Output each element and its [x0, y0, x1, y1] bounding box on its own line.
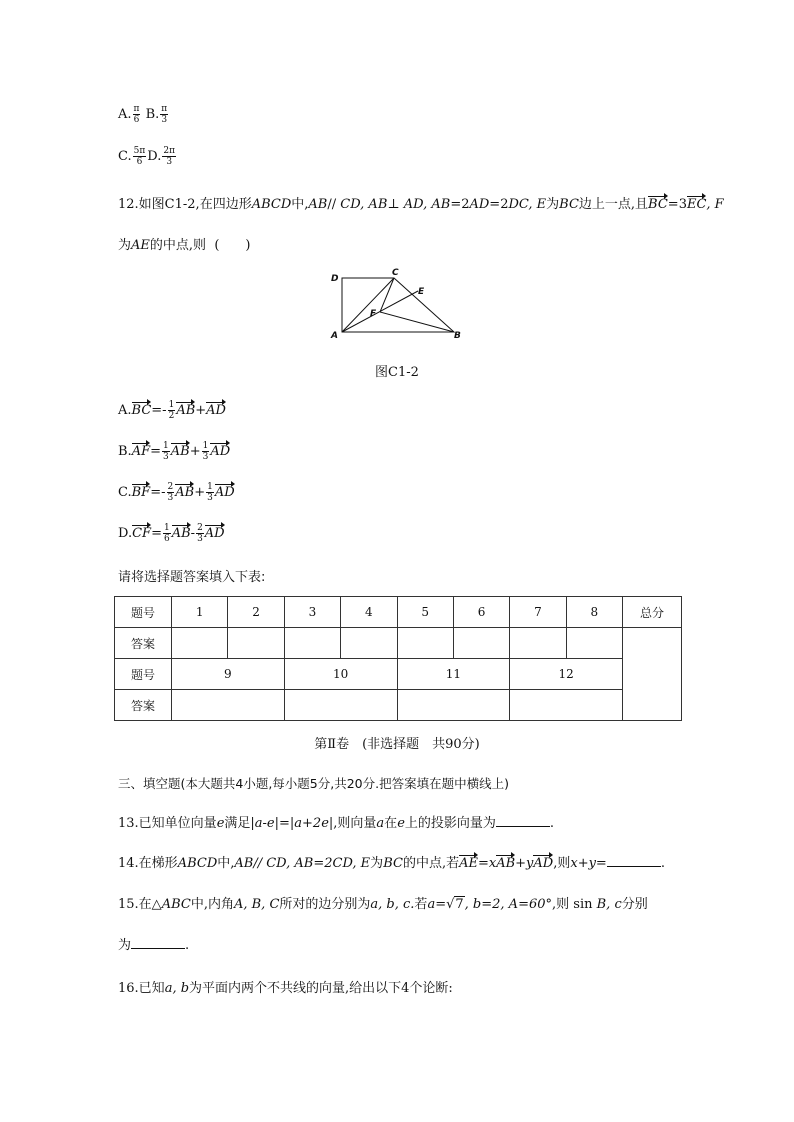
- vector: EC: [686, 197, 707, 212]
- answer-cell[interactable]: [284, 690, 397, 721]
- answer-cell[interactable]: [228, 628, 284, 659]
- segment-cf: [380, 278, 394, 312]
- answer-cell[interactable]: [341, 628, 397, 659]
- figure-c1-2: [326, 264, 466, 344]
- option-letter: A.: [118, 107, 132, 122]
- quadrilateral-abcd: [342, 278, 454, 332]
- answer-cell[interactable]: [566, 628, 622, 659]
- answer-blank[interactable]: [496, 815, 550, 827]
- table-cell: 8: [566, 597, 622, 628]
- label-c: C: [392, 268, 399, 278]
- table-header-cell: 答案: [115, 690, 172, 721]
- table-cell: 9: [172, 659, 285, 690]
- q11-options-row-2: [118, 146, 177, 167]
- question-16: 16.已知a, b为平面内两个不共线的向量,给出以下4个论断:: [118, 981, 453, 996]
- vector: BC: [648, 197, 668, 212]
- label-a: A: [331, 331, 338, 341]
- label-e: E: [418, 287, 425, 297]
- table-row: [115, 659, 682, 690]
- table-cell: 6: [453, 597, 509, 628]
- table-cell: 5: [397, 597, 453, 628]
- table-row: [115, 628, 682, 659]
- fraction: $\frac{2\pi}{3}$: [163, 146, 176, 167]
- answer-cell[interactable]: [172, 690, 285, 721]
- table-header-cell: 答案: [115, 628, 172, 659]
- q12-stem-line-1: 12.如图C1-2,在四边形ABCD中,AB// CD, AB⊥ AD, AB=2AD=2DC, E为BC边上一点,且BC=3EC, F: [118, 197, 724, 212]
- q12-option-a: A.BC=- $\frac{1}{2}$ AB+AD: [118, 400, 226, 421]
- answer-blank[interactable]: [131, 937, 185, 949]
- answer-cell[interactable]: [510, 628, 566, 659]
- segment-ac: [342, 278, 394, 332]
- question-15-line-1: 15.在△ABC中,内角A, B, C所对的边分别为a, b, c.若a=√7, b=2, A=60°,则 sin B, c分别: [118, 897, 648, 912]
- table-cell: 3: [284, 597, 340, 628]
- answer-cell[interactable]: [453, 628, 509, 659]
- table-cell: 12: [510, 659, 623, 690]
- table-header-cell: 总分: [623, 597, 682, 628]
- answer-cell[interactable]: [397, 628, 453, 659]
- q12-option-d: D.CF= $\frac{1}{6}$ AB- $\frac{2}{3}$ AD: [118, 523, 225, 544]
- table-intro: 请将选择题答案填入下表:: [118, 570, 266, 585]
- label-f: F: [370, 309, 377, 319]
- square-root: √7: [446, 897, 464, 912]
- answer-cell[interactable]: [397, 690, 510, 721]
- answer-cell[interactable]: [510, 690, 623, 721]
- table-row: [115, 690, 682, 721]
- table-cell: 7: [510, 597, 566, 628]
- table-cell: 11: [397, 659, 510, 690]
- table-row: [115, 597, 682, 628]
- question-14: 14.在梯形ABCD中,AB// CD, AB=2CD, E为BC的中点,若AE=xAB+yAD,则x+y= .: [118, 856, 665, 871]
- question-15-line-2: 为 .: [118, 938, 190, 953]
- table-header-cell: 题号: [115, 597, 172, 628]
- label-d: D: [331, 274, 339, 284]
- table-cell: 4: [341, 597, 397, 628]
- section-ii-title: 第Ⅱ卷 (非选择题 共90分): [314, 737, 480, 752]
- q12-option-b: B.AF= $\frac{1}{3}$ AB+ $\frac{1}{3}$ AD: [118, 441, 231, 462]
- answer-table: [114, 596, 682, 721]
- table-cell: 2: [228, 597, 284, 628]
- option-letter: B.: [145, 107, 160, 122]
- q12-option-c: C.BF=- $\frac{2}{3}$ AB+ $\frac{1}{3}$ AD: [118, 482, 235, 503]
- q12-stem-line-2: 为AE的中点,则 ( ): [118, 238, 251, 253]
- table-header-cell: 题号: [115, 659, 172, 690]
- section-three-heading: 三、填空题(本大题共4小题,每小题5分,共20分.把答案填在题中横线上): [118, 776, 509, 791]
- table-cell: 10: [284, 659, 397, 690]
- q11-options-row-1: [118, 104, 169, 125]
- answer-blank[interactable]: [607, 855, 661, 867]
- table-cell: 1: [172, 597, 228, 628]
- fraction: $\frac{\pi}{6}$: [133, 104, 140, 125]
- question-13: 13.已知单位向量e满足|a-e|=|a+2e|,则向量a在e上的投影向量为 .: [118, 816, 555, 831]
- option-letter: C.: [118, 149, 132, 164]
- fraction: $\frac{\pi}{3}$: [161, 104, 168, 125]
- label-b: B: [454, 331, 461, 341]
- answer-cell[interactable]: [172, 628, 228, 659]
- fraction: $\frac{5\pi}{6}$: [133, 146, 146, 167]
- option-letter: D.: [147, 149, 162, 164]
- figure-caption: 图C1-2: [375, 365, 419, 380]
- total-score-cell[interactable]: [623, 628, 682, 721]
- answer-cell[interactable]: [284, 628, 340, 659]
